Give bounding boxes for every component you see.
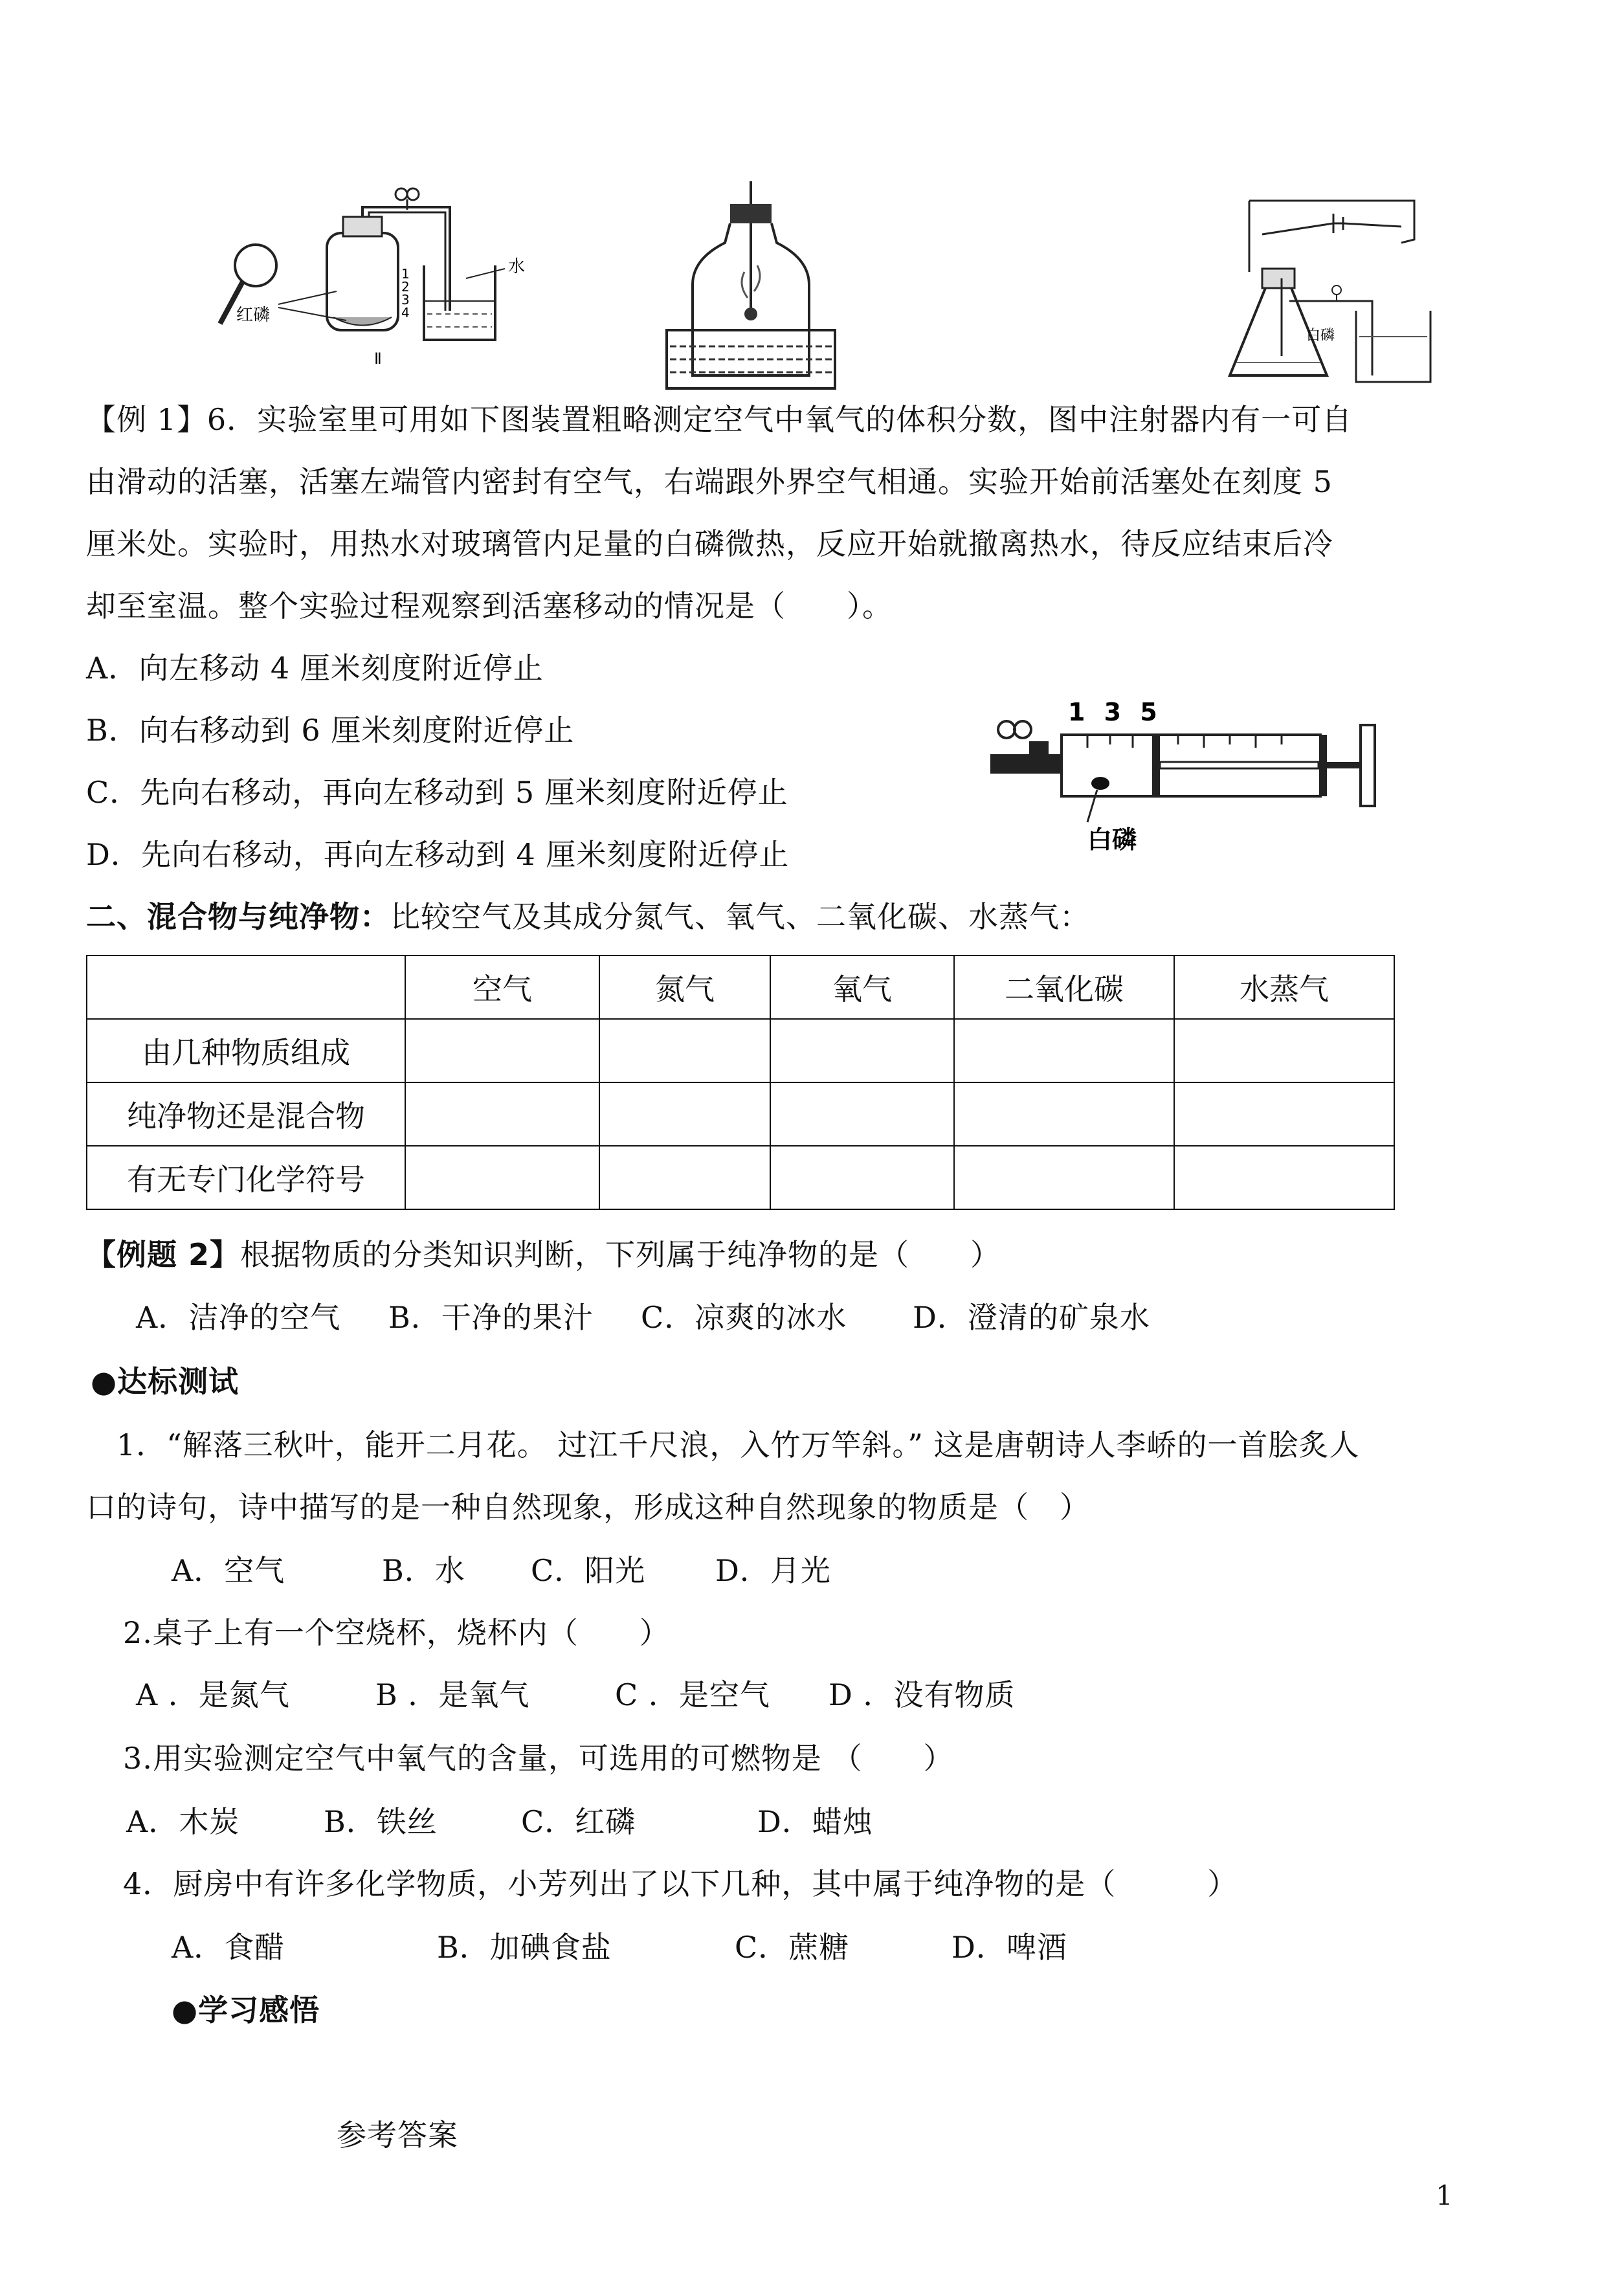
label-water: 水 (508, 257, 526, 276)
example1-line-3: 厘米处。实验时，用热水对玻璃管内足量的白磷微热，反应开始就撤离热水，待反应结束后冷 (86, 526, 1333, 561)
q1-option: A．空气 (172, 1553, 285, 1588)
figure-white-phosphorus-flask (1217, 181, 1495, 395)
example2-options (136, 1298, 1150, 1337)
table-cell (770, 1019, 954, 1082)
q2-question: 2.桌子上有一个空烧杯，烧杯内（ ） (123, 1615, 670, 1650)
example1-line-2: 由滑动的活塞，活塞左端管内密封有空气，右端跟外界空气相通。实验开始前活塞处在刻度 5 (86, 464, 1333, 499)
table-cell (599, 1019, 770, 1082)
q1-line-2: 口的诗句，诗中描写的是一种自然现象，形成这种自然现象的物质是（ ） (86, 1490, 1090, 1525)
table-cell (1174, 1082, 1394, 1146)
q1-option: B．水 (382, 1553, 465, 1588)
example2-label: 【例题 2】 (86, 1237, 241, 1272)
figure-red-phosphorus-apparatus (207, 181, 570, 375)
example1-option-b: B．向右移动到 6 厘米刻度附近停止 (86, 713, 575, 748)
syringe-scale: 1 3 5 (1068, 698, 1162, 726)
table-row (87, 1146, 1394, 1209)
table-cell (599, 1146, 770, 1209)
section2-heading: 二、混合物与纯净物： (86, 899, 390, 934)
q3-question: 3.用实验测定空气中氧气的含量，可选用的可燃物是 （ ） (123, 1741, 954, 1776)
table-header-cell (87, 956, 405, 1019)
figure-bell-jar-apparatus (654, 181, 861, 395)
table-cell (954, 1019, 1174, 1082)
q4-question: 4．厨房中有许多化学物质，小芳列出了以下几种，其中属于纯净物的是（ ） (123, 1866, 1238, 1901)
test-heading: ●达标测试 (91, 1364, 239, 1399)
example1-line-4: 却至室温。整个实验过程观察到活塞移动的情况是（ ）。 (86, 588, 893, 623)
q3-option: C．红磷 (521, 1804, 636, 1839)
figure-syringe (990, 696, 1392, 855)
label-red-phosphorus: 红磷 (236, 306, 271, 325)
table-header-row (87, 956, 1394, 1019)
table-header-cell: 二氧化碳 (954, 956, 1174, 1019)
section2-line (86, 897, 1090, 936)
q2-options (136, 1675, 1016, 1714)
example2-option: C．凉爽的冰水 (641, 1300, 847, 1335)
q3-option: B．铁丝 (324, 1804, 438, 1839)
q3-options (126, 1802, 873, 1841)
table-row-label: 有无专门化学符号 (87, 1146, 405, 1209)
q4-option: D．啤酒 (951, 1930, 1067, 1965)
table-row-label: 纯净物还是混合物 (87, 1082, 405, 1146)
table-cell (770, 1146, 954, 1209)
example1-option-c: C．先向右移动，再向左移动到 5 厘米刻度附近停止 (86, 775, 788, 810)
reflection-heading: ●学习感悟 (172, 1993, 320, 2028)
q1-line-1: 1．“解落三秋叶，能开二月花。 过江千尺浪，入竹万竿斜。” 这是唐朝诗人李峤的一首脍炙人 (117, 1427, 1360, 1462)
table-cell (405, 1019, 599, 1082)
scale-mark: 4 (401, 305, 410, 320)
syringe-label: 白磷 (1087, 825, 1137, 854)
q3-option: A．木炭 (126, 1804, 240, 1839)
table-cell (1174, 1146, 1394, 1209)
table-header-cell: 空气 (405, 956, 599, 1019)
example2-option: A．洁净的空气 (136, 1300, 341, 1335)
q2-option: C ．是空气 (615, 1677, 770, 1712)
label-roman-two: Ⅱ (374, 350, 382, 368)
comparison-table (86, 955, 1395, 1210)
q2-option: A ．是氮气 (136, 1677, 290, 1712)
table-cell (1174, 1019, 1394, 1082)
label-white-phosphorus: 白磷 (1306, 328, 1335, 344)
table-cell (599, 1082, 770, 1146)
q1-option: D．月光 (715, 1553, 831, 1588)
table-cell (954, 1082, 1174, 1146)
example1-line-1: 【例 1】6．实验室里可用如下图装置粗略测定空气中氧气的体积分数，图中注射器内有一可自 (86, 402, 1353, 437)
answers-heading: 参考答案 (337, 2118, 458, 2153)
table-cell (405, 1082, 599, 1146)
q2-option: D ．没有物质 (829, 1677, 1016, 1712)
table-header-cell: 氧气 (770, 956, 954, 1019)
scale-mark: 2 (401, 279, 410, 295)
table-row (87, 1082, 1394, 1146)
table-row-label: 由几种物质组成 (87, 1019, 405, 1082)
table-header-cell: 水蒸气 (1174, 956, 1394, 1019)
q1-options (172, 1551, 831, 1590)
page-number: 1 (1436, 2180, 1454, 2211)
example1-option-d: D．先向右移动，再向左移动到 4 厘米刻度附近停止 (86, 837, 790, 872)
q4-option: A．食醋 (172, 1930, 285, 1965)
table-cell (405, 1146, 599, 1209)
q4-option: C．蔗糖 (735, 1930, 850, 1965)
example2-question (86, 1235, 1001, 1274)
q1-option: C．阳光 (531, 1553, 646, 1588)
q4-option: B．加碘食盐 (437, 1930, 612, 1965)
example2-option: B．干净的果汁 (388, 1300, 594, 1335)
scale-mark: 3 (401, 292, 410, 308)
section2-text: 比较空气及其成分氮气、氧气、二氧化碳、水蒸气： (390, 899, 1090, 934)
table-cell (954, 1146, 1174, 1209)
q4-options (172, 1928, 1067, 1967)
table-cell (770, 1082, 954, 1146)
example2-text: 根据物质的分类知识判断，下列属于纯净物的是（ ） (240, 1237, 1001, 1272)
example2-option: D．澄清的矿泉水 (913, 1300, 1150, 1335)
q2-option: B ．是氧气 (375, 1677, 530, 1712)
q3-option: D．蜡烛 (757, 1804, 873, 1839)
scale-mark: 1 (401, 266, 410, 282)
example1-option-a: A．向左移动 4 厘米刻度附近停止 (86, 651, 544, 686)
table-row (87, 1019, 1394, 1082)
table-header-cell: 氮气 (599, 956, 770, 1019)
